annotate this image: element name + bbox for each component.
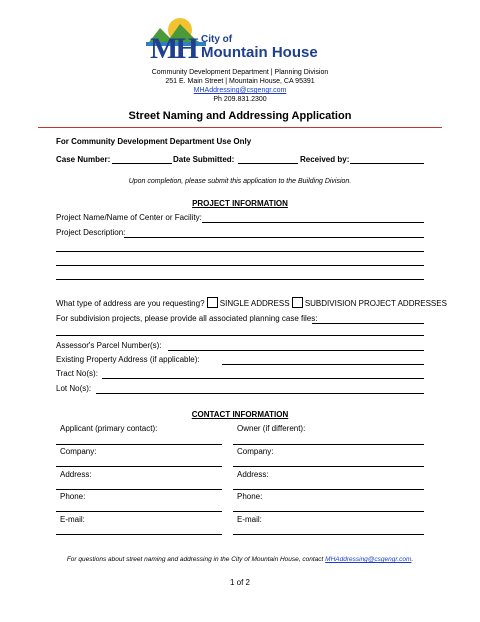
submission-instruction: Upon completion, please submit this application to the Building Division.: [128, 178, 352, 185]
address-line: 251 E. Main Street | Mountain House, CA 95391: [165, 78, 315, 85]
case-number-field[interactable]: [112, 163, 172, 164]
owner-company-label: Company:: [237, 447, 274, 456]
contact-info-heading: CONTACT INFORMATION: [191, 410, 289, 419]
tract-number-field[interactable]: [102, 378, 424, 379]
date-submitted-label: Date Submitted:: [173, 155, 235, 164]
applicant-label: Applicant (primary contact):: [60, 424, 158, 433]
subdivision-addresses-checkbox[interactable]: [292, 297, 303, 308]
single-address-label: SINGLE ADDRESS: [219, 299, 290, 308]
planning-files-field[interactable]: [312, 323, 424, 324]
planning-files-line-2[interactable]: [56, 335, 424, 336]
project-name-field[interactable]: [202, 222, 424, 223]
existing-address-field[interactable]: [222, 364, 424, 365]
owner-email-label: E-mail:: [237, 515, 262, 524]
project-description-field[interactable]: [124, 237, 424, 238]
page-title: Street Naming and Addressing Application: [128, 110, 352, 122]
single-address-checkbox[interactable]: [207, 297, 218, 308]
owner-address-field[interactable]: [233, 489, 424, 490]
department-line: Community Development Department | Planning Division: [151, 69, 329, 76]
description-line-4[interactable]: [56, 279, 424, 280]
existing-address-label: Existing Property Address (if applicable):: [56, 355, 200, 364]
owner-phone-field[interactable]: [233, 511, 424, 512]
logo-initials: MH: [150, 32, 196, 65]
page-number: 1 of 2: [229, 578, 250, 587]
logo-city-of: City of: [201, 34, 233, 45]
lot-number-field[interactable]: [96, 393, 424, 394]
project-info-heading: PROJECT INFORMATION: [192, 199, 288, 208]
phone-line: Ph 209.831.2300: [213, 96, 267, 103]
owner-email-field[interactable]: [233, 534, 424, 535]
footer-email-link[interactable]: MHAddressing@csgengr.com: [325, 556, 412, 563]
applicant-company-field[interactable]: [56, 466, 222, 467]
owner-phone-label: Phone:: [237, 492, 263, 501]
applicant-company-label: Company:: [60, 447, 97, 456]
applicant-address-label: Address:: [60, 470, 92, 479]
subdivision-addresses-label: SUBDIVISION PROJECT ADDRESSES: [304, 299, 447, 308]
applicant-phone-field[interactable]: [56, 511, 222, 512]
project-description-label: Project Description:: [56, 228, 126, 237]
case-number-label: Case Number:: [56, 155, 111, 164]
lot-number-label: Lot No(s):: [56, 384, 92, 393]
office-use-heading: For Community Development Department Use Only: [56, 137, 252, 146]
applicant-name-field[interactable]: [56, 444, 222, 445]
parcel-number-field[interactable]: [168, 350, 424, 351]
footer-note: For questions about street naming and addressing in the City of Mountain House, contact MHAddressing@csgengr.com.: [66, 556, 414, 563]
header-rule: [38, 127, 442, 128]
received-by-label: Received by:: [300, 155, 350, 164]
received-by-field[interactable]: [350, 163, 424, 164]
owner-address-label: Address:: [237, 470, 269, 479]
owner-company-field[interactable]: [233, 466, 424, 467]
planning-files-label: For subdivision projects, please provide all associated planning case files:: [56, 314, 318, 323]
logo-city-name: Mountain House: [201, 44, 318, 61]
header-email-link[interactable]: MHAddressing@csgengr.com: [193, 87, 287, 94]
project-name-label: Project Name/Name of Center or Facility:: [56, 213, 202, 222]
tract-number-label: Tract No(s):: [56, 369, 98, 378]
applicant-phone-label: Phone:: [60, 492, 86, 501]
owner-label: Owner (if different):: [237, 424, 306, 433]
description-line-2[interactable]: [56, 251, 424, 252]
date-submitted-field[interactable]: [238, 163, 298, 164]
city-logo: [146, 14, 346, 64]
applicant-address-field[interactable]: [56, 489, 222, 490]
owner-name-field[interactable]: [233, 444, 424, 445]
footer-note-text: For questions about street naming and addressing in the City of Mountain House, contact: [66, 556, 324, 563]
address-type-question: What type of address are you requesting?: [56, 299, 205, 308]
description-line-3[interactable]: [56, 265, 424, 266]
applicant-email-label: E-mail:: [60, 515, 85, 524]
parcel-number-label: Assessor's Parcel Number(s):: [56, 341, 162, 350]
applicant-email-field[interactable]: [56, 534, 222, 535]
